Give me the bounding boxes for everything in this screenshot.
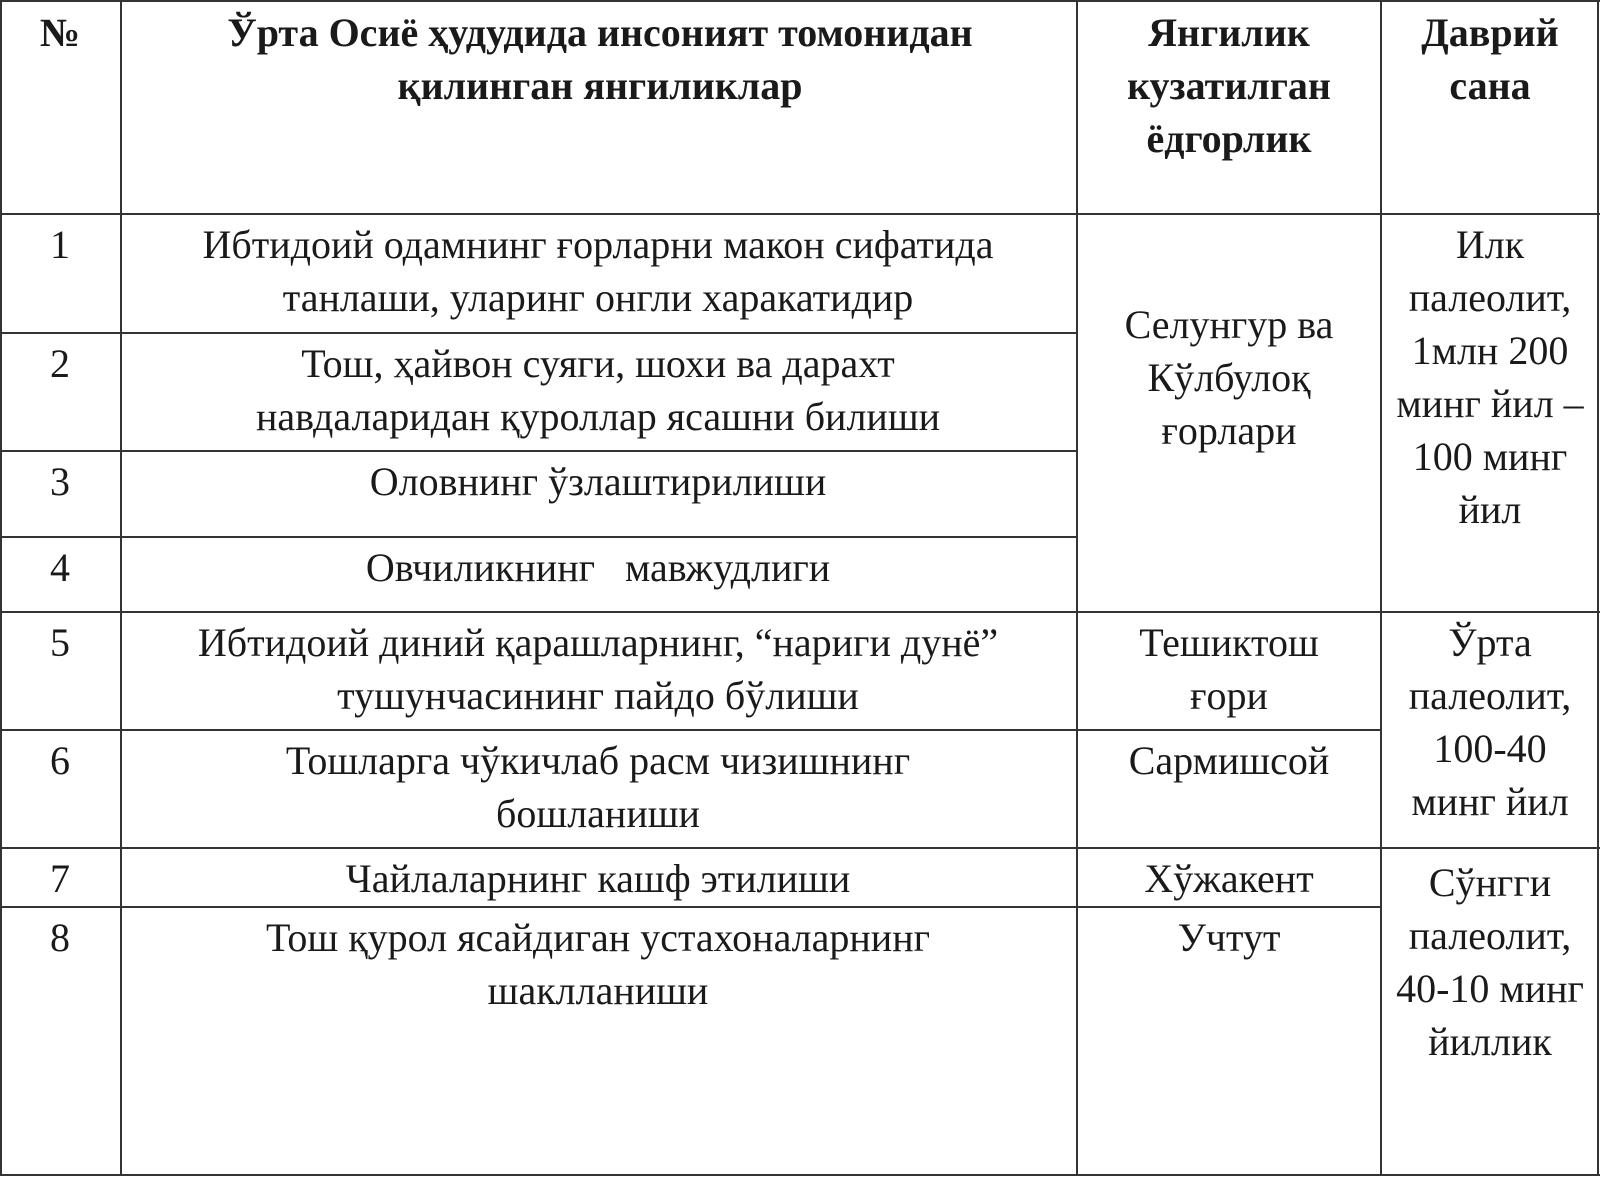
grid-line [0,906,1381,908]
grid-line [0,213,1600,215]
grid-line [0,536,1077,538]
grid-line [0,450,1077,452]
row-number: 2 [50,341,70,386]
innovation-cell: Тош, ҳайвон суяги, шохи ва дарахт навдаларидан қуроллар ясашни билиши [255,341,941,439]
period-cell: Ўрта палеолит, 100-40 минг йил [1408,620,1572,824]
row-number: 7 [50,856,70,901]
header-number: № [39,10,81,55]
grid-line [1597,0,1599,1176]
innovation-cell: Ибтидоий одамнинг ғорларни макон сифатида танлаши, уларинг онгли харакатидир [202,222,994,320]
grid-line [0,0,1600,2]
period-cell: Сўнгги палеолит, 40-10 минг йиллик [1396,860,1584,1064]
innovation-cell: Оловнинг ўзлаштирилиши [369,459,827,504]
grid-line [1076,0,1078,1176]
monument-cell: Тешиктош ғори [1139,620,1319,718]
grid-line [0,611,1600,613]
row-number: 8 [50,915,70,960]
grid-line [120,0,122,1176]
monument-cell: Хўжакент [1144,856,1314,901]
period-cell: Илк палеолит, 1млн 200 минг йил – 100 минг йил [1396,222,1584,532]
innovation-cell: Тош қурол ясайдиган устахоналарнинг шаклланиши [265,915,931,1013]
header-period: Даврий сана [1421,10,1559,108]
grid-line [0,332,1077,334]
header-innovation: Ўрта Осиё ҳудудида инсоният томонидан қилинган янгиликлар [227,10,973,108]
innovation-cell: Чайлаларнинг кашф этилиши [345,856,851,901]
innovation-cell: Тошларга чўкичлаб расм чизишнинг бошланиши [285,738,911,836]
innovation-cell: Ибтидоий диний қарашларнинг, “нариги дунё” тушунчасининг пайдо бўлиши [197,620,999,718]
row-number: 1 [50,222,70,267]
innovation-cell: Овчиликнинг мавжудлиги [365,545,831,590]
grid-line [0,729,1381,731]
row-number: 6 [50,738,70,783]
monument-cell: Селунгур ва Кўлбулоқ ғорлари [1124,302,1334,453]
header-monument: Янгилик кузатилган ёдгорлик [1127,10,1331,161]
row-number: 5 [50,620,70,665]
monument-cell: Учтут [1177,915,1281,960]
row-number: 3 [50,459,70,504]
grid-line [1380,0,1382,1176]
grid-line [0,847,1600,849]
monument-cell: Сармишсой [1128,738,1330,783]
grid-line [0,1174,1600,1176]
row-number: 4 [50,545,70,590]
